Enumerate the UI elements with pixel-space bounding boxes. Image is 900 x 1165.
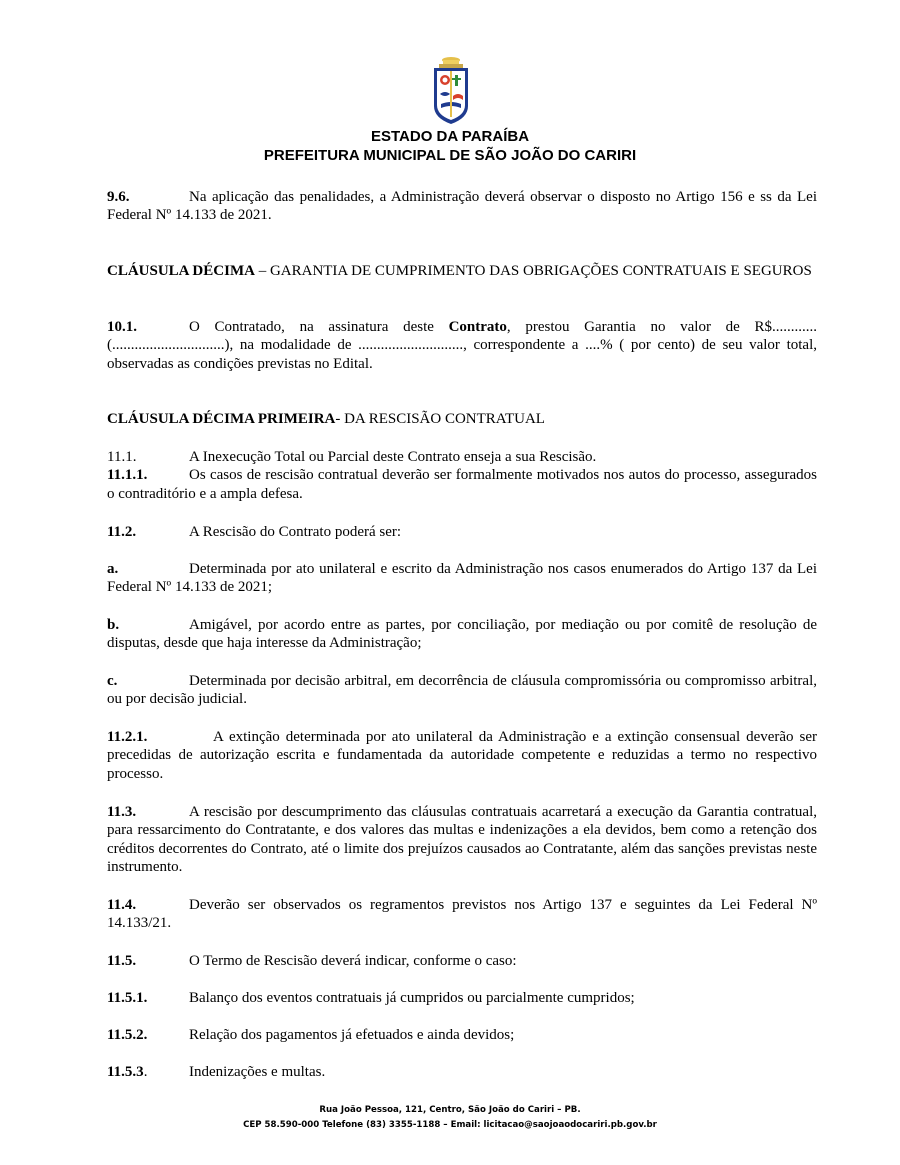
item-number: 11.5. xyxy=(107,953,137,969)
municipality-title: PREFEITURA MUNICIPAL DE SÃO JOÃO DO CARIRI xyxy=(263,147,637,164)
item-number: 11.5.3 xyxy=(107,1064,144,1080)
item-text: A Rescisão do Contrato poderá ser: xyxy=(189,524,402,540)
paragraph-11-4 xyxy=(107,896,817,933)
clause-title: CLÁUSULA DÉCIMA xyxy=(107,263,255,279)
item-letter: a. xyxy=(107,561,119,577)
clause-subtitle: - DA RESCISÃO CONTRATUAL xyxy=(335,411,545,427)
item-number: 11.5.1. xyxy=(107,990,148,1006)
item-text: Deverão ser observados os regramentos previstos nos Artigo 137 e seguintes da Lei Federal Nº 14.133/21. xyxy=(107,897,817,932)
clause-subtitle: – GARANTIA DE CUMPRIMENTO DAS OBRIGAÇÕES CONTRATUAIS E SEGUROS xyxy=(254,263,812,279)
item-text: Determinada por ato unilateral e escrito da Administração nos casos enumerados do Artigo 137 da Lei Federal Nº 14.133 de 2021; xyxy=(107,561,817,596)
clause-10-heading xyxy=(107,262,817,280)
paragraph-10-1 xyxy=(107,318,817,373)
item-number-wrap xyxy=(107,1063,189,1081)
item-text: Os casos de rescisão contratual deverão ser formalmente motivados nos autos do processo, assegurados o contraditório e a ampla defesa. xyxy=(107,467,817,502)
item-number: 11.5.2. xyxy=(107,1027,148,1043)
item-text-bold: Contrato xyxy=(448,319,507,335)
item-number: 10.1. xyxy=(107,319,137,335)
paragraph-11-5 xyxy=(107,952,817,970)
state-title: ESTADO DA PARAÍBA xyxy=(370,128,530,145)
item-text: Balanço dos eventos contratuais já cumpridos ou parcialmente cumpridos; xyxy=(189,990,635,1006)
paragraph-11-5-1 xyxy=(107,989,817,1007)
paragraph-11-1 xyxy=(107,448,817,503)
item-number: 11.2.1. xyxy=(107,729,148,745)
item-text: Na aplicação das penalidades, a Administração deverá observar o disposto no Artigo 156 e ss da Lei Federal Nº 14.133 de 2021. xyxy=(107,189,817,224)
item-text: Indenizações e multas. xyxy=(189,1064,326,1080)
paragraph-11-5-3 xyxy=(107,1063,817,1081)
paragraph-a xyxy=(107,560,817,597)
paragraph-b xyxy=(107,616,817,653)
item-text: O Termo de Rescisão deverá indicar, conforme o caso: xyxy=(189,953,517,969)
clause-11-heading xyxy=(107,410,817,428)
item-text: Relação dos pagamentos já efetuados e ainda devidos; xyxy=(189,1027,515,1043)
paragraph-9-6 xyxy=(107,188,817,225)
item-text: A extinção determinada por ato unilateral da Administração e a extinção consensual deverão ser precedidas de autorização escrita e fundamentada da autoridade competente e reduzidas a termo no respectivo processo. xyxy=(107,729,817,782)
coat-of-arms-icon xyxy=(432,56,470,126)
paragraph-11-2-1 xyxy=(107,728,817,783)
item-number: 9.6. xyxy=(107,189,130,205)
paragraph-11-3 xyxy=(107,803,817,877)
paragraph-c xyxy=(107,672,817,709)
paragraph-11-2 xyxy=(107,523,817,541)
item-text: Amigável, por acordo entre as partes, por conciliação, por mediação ou por comitê de resolução de disputas, desde que haja interesse da Administração; xyxy=(107,617,817,652)
item-letter: b. xyxy=(107,617,120,633)
item-letter: c. xyxy=(107,673,118,689)
item-text: A Inexecução Total ou Parcial deste Contrato enseja a sua Rescisão. xyxy=(189,449,597,465)
paragraph-11-5-2 xyxy=(107,1026,817,1044)
clause-title: CLÁUSULA DÉCIMA PRIMEIRA xyxy=(107,411,336,427)
footer-contact: CEP 58.590-000 Telefone (83) 3355-1188 – Email: licitacao@saojoaodocariri.pb.gov.br xyxy=(243,1120,657,1130)
item-text-b: , prestou Garantia no valor de R$............ (..............................), na modalidade de ............................, correspondente a ....% ( por cento) de seu valor total, observadas as condições previstas no Edital. xyxy=(107,319,817,372)
item-text: A rescisão por descumprimento das cláusulas contratuais acarretará a execução da Garantia contratual, para ressarcimento do Contratante, e dos valores das multas e indenizações a ela devidos, bem como a retenção dos créditos decorrentes do Contrato, até o limite dos prejuízos causados ao Contratante, além das sanções previstas neste instrumento. xyxy=(107,804,817,876)
item-text-a: O Contratado, na assinatura deste xyxy=(189,319,449,335)
item-number: 11.4. xyxy=(107,897,137,913)
item-number: 11.3. xyxy=(107,804,137,820)
item-number-dot: . xyxy=(143,1064,148,1080)
item-number: 11.1. xyxy=(107,449,137,465)
item-number: 11.1.1. xyxy=(107,467,148,484)
footer-address: Rua João Pessoa, 121, Centro, São João do Cariri – PB. xyxy=(319,1105,581,1115)
item-text: Determinada por decisão arbitral, em decorrência de cláusula compromissória ou compromisso arbitral, ou por decisão judicial. xyxy=(107,673,817,708)
item-number: 11.2. xyxy=(107,524,137,540)
